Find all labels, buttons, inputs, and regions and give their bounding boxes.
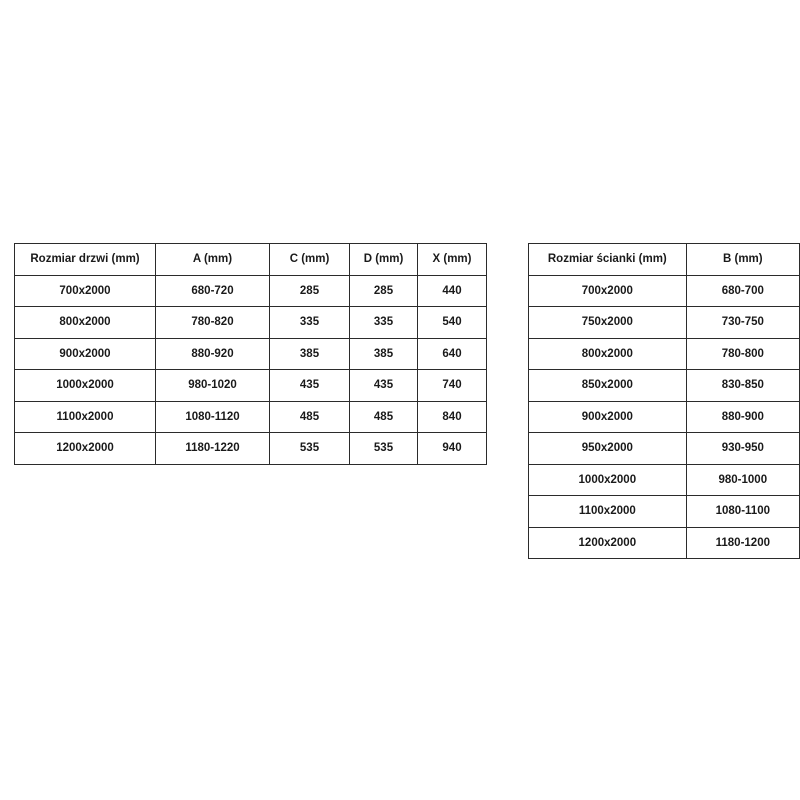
table-cell: 1180-1200 (686, 527, 799, 559)
table-cell: 485 (270, 401, 350, 433)
table-cell: 700x2000 (529, 275, 687, 307)
table-cell: 540 (418, 307, 487, 339)
table-row (529, 307, 800, 339)
table-cell: 800x2000 (15, 307, 156, 339)
column-header: D (mm) (350, 244, 418, 276)
table-cell: 435 (350, 370, 418, 402)
table-cell: 850x2000 (529, 370, 687, 402)
table-cell: 385 (350, 338, 418, 370)
table-cell: 900x2000 (15, 338, 156, 370)
table-cell: 640 (418, 338, 487, 370)
table-row (529, 370, 800, 402)
table-cell: 1100x2000 (529, 496, 687, 528)
table-cell: 950x2000 (529, 433, 687, 465)
table-cell: 680-700 (686, 275, 799, 307)
table-row (529, 338, 800, 370)
column-header: C (mm) (270, 244, 350, 276)
table-cell: 1080-1120 (156, 401, 270, 433)
table-cell: 880-920 (156, 338, 270, 370)
table-row (15, 275, 487, 307)
table-cell: 535 (350, 433, 418, 465)
table-cell: 1180-1220 (156, 433, 270, 465)
table-cell: 900x2000 (529, 401, 687, 433)
table-cell: 1200x2000 (529, 527, 687, 559)
table-row (529, 275, 800, 307)
table-row (15, 370, 487, 402)
doors-dimensions-table (14, 243, 487, 465)
table-row (15, 338, 487, 370)
walls-dimensions-table (528, 243, 800, 559)
table-cell: 535 (270, 433, 350, 465)
table-cell: 980-1020 (156, 370, 270, 402)
table-cell: 940 (418, 433, 487, 465)
table-cell: 780-820 (156, 307, 270, 339)
table-cell: 740 (418, 370, 487, 402)
table-cell: 780-800 (686, 338, 799, 370)
table-row (529, 496, 800, 528)
table-cell: 1200x2000 (15, 433, 156, 465)
column-header: Rozmiar ścianki (mm) (529, 244, 687, 276)
table-cell: 880-900 (686, 401, 799, 433)
table-cell: 680-720 (156, 275, 270, 307)
table-cell: 830-850 (686, 370, 799, 402)
table-row (15, 307, 487, 339)
table-cell: 440 (418, 275, 487, 307)
column-header: X (mm) (418, 244, 487, 276)
table-cell: 1080-1100 (686, 496, 799, 528)
table-cell: 700x2000 (15, 275, 156, 307)
table-row (529, 464, 800, 496)
table-cell: 285 (350, 275, 418, 307)
table-row (15, 401, 487, 433)
table-cell: 1000x2000 (15, 370, 156, 402)
column-header: Rozmiar drzwi (mm) (15, 244, 156, 276)
table-cell: 385 (270, 338, 350, 370)
table-cell: 435 (270, 370, 350, 402)
table-cell: 1000x2000 (529, 464, 687, 496)
table-cell: 750x2000 (529, 307, 687, 339)
table-cell: 930-950 (686, 433, 799, 465)
table-cell: 800x2000 (529, 338, 687, 370)
table-header-row (529, 244, 800, 276)
walls-dimensions-table-container (528, 243, 800, 559)
table-row (15, 433, 487, 465)
table-cell: 335 (270, 307, 350, 339)
table-row (529, 433, 800, 465)
table-row (529, 401, 800, 433)
column-header: A (mm) (156, 244, 270, 276)
table-cell: 1100x2000 (15, 401, 156, 433)
table-cell: 485 (350, 401, 418, 433)
table-cell: 285 (270, 275, 350, 307)
table-cell: 730-750 (686, 307, 799, 339)
table-header-row (15, 244, 487, 276)
column-header: B (mm) (686, 244, 799, 276)
table-cell: 980-1000 (686, 464, 799, 496)
table-cell: 335 (350, 307, 418, 339)
doors-dimensions-table-container (14, 243, 487, 465)
table-row (529, 527, 800, 559)
table-cell: 840 (418, 401, 487, 433)
